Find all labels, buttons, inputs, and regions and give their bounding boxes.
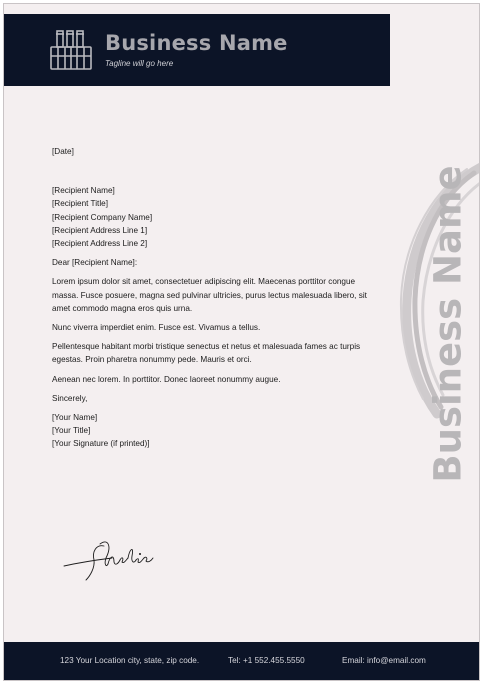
recipient-line: [Recipient Title] <box>52 199 108 209</box>
body-paragraph: Aenean nec lorem. In porttitor. Donec laoreet nonummy augue. <box>52 374 281 384</box>
business-name: Business Name <box>105 31 288 55</box>
tagline: Tagline will go here <box>105 59 174 68</box>
recipient-line: [Recipient Address Line 1] <box>52 225 148 235</box>
sender-line: [Your Title] <box>52 426 91 436</box>
closing: Sincerely, <box>52 393 88 403</box>
footer-email: Email: info@email.com <box>342 656 426 665</box>
body-paragraph: Nunc viverra imperdiet enim. Fusce est. Vivamus a tellus. <box>52 323 261 333</box>
sender-line: [Your Name] <box>52 413 98 423</box>
vertical-business-name: Business Name <box>426 165 470 483</box>
sender-line: [Your Signature (if printed)] <box>52 439 150 449</box>
header-banner <box>4 14 390 86</box>
footer-address: 123 Your Location city, state, zip code. <box>60 656 200 665</box>
footer-bar <box>4 642 480 680</box>
recipient-line: [Recipient Address Line 2] <box>52 239 148 249</box>
recipient-line: [Recipient Company Name] <box>52 212 153 222</box>
vertical-brand-mark <box>423 144 473 504</box>
recipient-line: [Recipient Name] <box>52 186 115 196</box>
salutation: Dear [Recipient Name]: <box>52 258 138 268</box>
letterhead-page <box>3 3 480 681</box>
factory-icon <box>48 28 94 72</box>
body-paragraph: Lorem ipsum dolor sit amet, consectetuer adipiscing elit. Maecenas porttitor congue massa. Fusce posuere, magna sed pulvinar ultricies, purus lectus malesuada libero, sit amet commodo magna eros quis urna. <box>52 277 367 313</box>
letter-body <box>52 145 377 451</box>
letter-date: [Date] <box>52 147 74 156</box>
footer-phone: Tel: +1 552.455.5550 <box>228 656 305 665</box>
body-paragraph: Pellentesque habitant morbi tristique senectus et netus et malesuada fames ac turpis egestas. Proin pharetra nonummy pede. Mauris et orci. <box>52 342 361 365</box>
handwritten-signature <box>62 536 157 584</box>
